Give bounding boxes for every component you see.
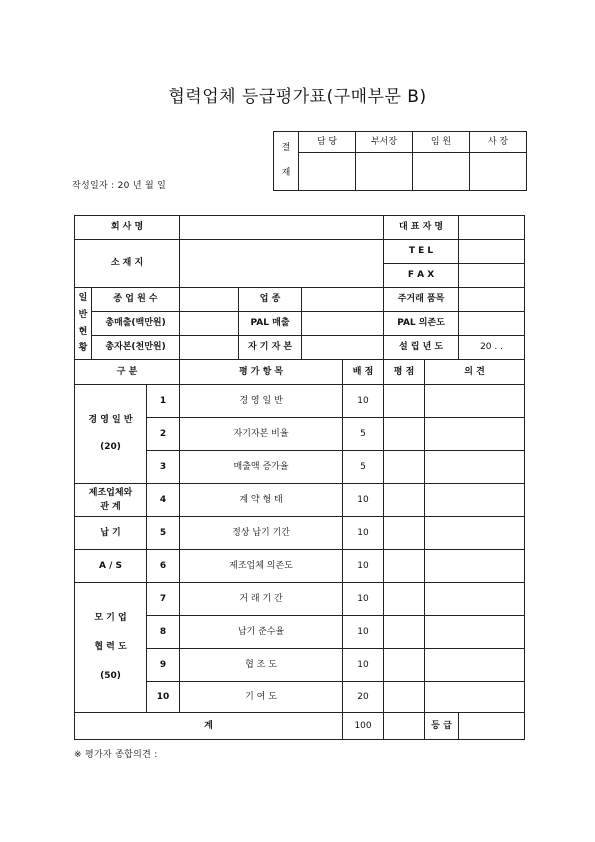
- row-opinion-field[interactable]: [425, 484, 525, 517]
- group-parent-cooperation: [75, 583, 147, 713]
- row-score-field[interactable]: [384, 451, 425, 484]
- industry-label: 업 종: [239, 288, 302, 312]
- group-relation-line2: 관 계: [100, 501, 121, 512]
- sales-label: 총매출(백만원): [92, 312, 180, 336]
- pal-sales-label: PAL 매출: [239, 312, 302, 336]
- row-item: 계 약 형 태: [180, 484, 343, 517]
- approval-label-bottom: 재: [281, 168, 291, 178]
- row-opinion-field[interactable]: [425, 517, 525, 550]
- row-no: 9: [147, 649, 180, 682]
- row-item: 거 래 기 간: [180, 583, 343, 616]
- tel-field[interactable]: [459, 240, 525, 264]
- row-points: 5: [343, 451, 384, 484]
- capital-label: 총자본(천만원): [92, 336, 180, 360]
- main-items-label: 주거래 품목: [384, 288, 459, 312]
- row-opinion-field[interactable]: [425, 385, 525, 418]
- row-points: 10: [343, 616, 384, 649]
- date-line: 작성일자 : 20 년 월 일: [72, 181, 167, 191]
- address-field[interactable]: [180, 240, 384, 288]
- approval-col-staff: 담 당: [299, 132, 356, 153]
- row-no: 7: [147, 583, 180, 616]
- row-opinion-field[interactable]: [425, 616, 525, 649]
- approval-sign-president[interactable]: [470, 153, 527, 191]
- row-item: 경 영 일 반: [180, 385, 343, 418]
- row-score-field[interactable]: [384, 385, 425, 418]
- address-label: 소 재 지: [75, 240, 180, 288]
- equity-label: 자 기 자 본: [239, 336, 302, 360]
- group-relation-line1: 제조업체와: [88, 487, 133, 498]
- fax-label: F A X: [384, 264, 459, 288]
- row-no: 5: [147, 517, 180, 550]
- evaluation-form: [74, 215, 525, 740]
- fax-field[interactable]: [459, 264, 525, 288]
- approval-label: [274, 132, 299, 191]
- approval-table: [273, 131, 527, 191]
- row-points: 5: [343, 418, 384, 451]
- row-points: 20: [343, 682, 384, 713]
- general-label-1: 일: [78, 292, 88, 303]
- row-item: 자기자본 비율: [180, 418, 343, 451]
- row-score-field[interactable]: [384, 649, 425, 682]
- row-score-field[interactable]: [384, 583, 425, 616]
- group-cooperation-line1: 모 기 업: [94, 613, 127, 624]
- row-opinion-field[interactable]: [425, 418, 525, 451]
- pal-dependency-field[interactable]: [459, 312, 525, 336]
- group-management: [75, 385, 147, 484]
- row-points: 10: [343, 517, 384, 550]
- group-management-points: (20): [100, 442, 121, 452]
- row-item: 제조업체 의존도: [180, 550, 343, 583]
- row-no: 4: [147, 484, 180, 517]
- header-opinion: 의 견: [425, 360, 525, 385]
- company-field[interactable]: [180, 216, 384, 240]
- company-label: 회 사 명: [75, 216, 180, 240]
- employees-field[interactable]: [180, 288, 239, 312]
- row-score-field[interactable]: [384, 682, 425, 713]
- document-title: 협력업체 등급평가표(구매부문 B): [168, 87, 427, 107]
- pal-dependency-label: PAL 의존도: [384, 312, 459, 336]
- row-item: 협 조 도: [180, 649, 343, 682]
- capital-field[interactable]: [180, 336, 239, 360]
- tel-label: T E L: [384, 240, 459, 264]
- row-points: 10: [343, 484, 384, 517]
- group-after-service: A / S: [75, 550, 147, 583]
- approval-sign-staff[interactable]: [299, 153, 356, 191]
- row-item: 정상 납기 기간: [180, 517, 343, 550]
- approval-col-president: 사 장: [470, 132, 527, 153]
- row-score-field[interactable]: [384, 484, 425, 517]
- row-score-field[interactable]: [384, 616, 425, 649]
- row-no: 3: [147, 451, 180, 484]
- row-opinion-field[interactable]: [425, 583, 525, 616]
- row-item: 기 여 도: [180, 682, 343, 713]
- group-manufacturer-relation: [75, 484, 147, 517]
- equity-field[interactable]: [302, 336, 384, 360]
- total-points: 100: [343, 713, 384, 740]
- founded-field[interactable]: 20 . .: [459, 336, 525, 360]
- ceo-field[interactable]: [459, 216, 525, 240]
- row-no: 6: [147, 550, 180, 583]
- group-cooperation-points: (50): [100, 670, 121, 681]
- pal-sales-field[interactable]: [302, 312, 384, 336]
- row-points: 10: [343, 649, 384, 682]
- sales-field[interactable]: [180, 312, 239, 336]
- row-opinion-field[interactable]: [425, 649, 525, 682]
- total-label: 계: [75, 713, 343, 740]
- approval-sign-executive[interactable]: [413, 153, 470, 191]
- industry-field[interactable]: [302, 288, 384, 312]
- ceo-label: 대 표 자 명: [384, 216, 459, 240]
- row-opinion-field[interactable]: [425, 550, 525, 583]
- total-score-field[interactable]: [384, 713, 425, 740]
- row-score-field[interactable]: [384, 517, 425, 550]
- group-management-title: 경 영 일 반: [88, 415, 133, 426]
- header-points: 배 점: [343, 360, 384, 385]
- evaluator-comment-label: ※ 평가자 종합의견 :: [74, 750, 158, 760]
- approval-col-manager: 부서장: [356, 132, 413, 153]
- row-points: 10: [343, 385, 384, 418]
- general-label-2: 반: [78, 309, 88, 320]
- approval-sign-manager[interactable]: [356, 153, 413, 191]
- group-delivery: 납 기: [75, 517, 147, 550]
- header-score: 평 점: [384, 360, 425, 385]
- grade-field[interactable]: [459, 713, 525, 740]
- row-item: 매출액 증가율: [180, 451, 343, 484]
- grade-label: 등 급: [425, 713, 459, 740]
- row-score-field[interactable]: [384, 550, 425, 583]
- general-label-3: 현: [78, 326, 88, 337]
- row-no: 2: [147, 418, 180, 451]
- row-opinion-field[interactable]: [425, 682, 525, 713]
- approval-label-top: 결: [281, 143, 291, 154]
- row-no: 10: [147, 682, 180, 713]
- row-no: 8: [147, 616, 180, 649]
- row-no: 1: [147, 385, 180, 418]
- header-category: 구 분: [75, 360, 180, 385]
- header-item: 평 가 항 목: [180, 360, 343, 385]
- general-label-4: 황: [78, 343, 88, 354]
- row-opinion-field[interactable]: [425, 451, 525, 484]
- row-points: 10: [343, 583, 384, 616]
- general-status-label: [75, 288, 92, 360]
- approval-col-executive: 임 원: [413, 132, 470, 153]
- employees-label: 종 업 원 수: [92, 288, 180, 312]
- main-items-field[interactable]: [459, 288, 525, 312]
- row-score-field[interactable]: [384, 418, 425, 451]
- row-points: 10: [343, 550, 384, 583]
- row-item: 납기 준수율: [180, 616, 343, 649]
- group-cooperation-line2: 협 력 도: [94, 642, 127, 653]
- founded-label: 설 립 년 도: [384, 336, 459, 360]
